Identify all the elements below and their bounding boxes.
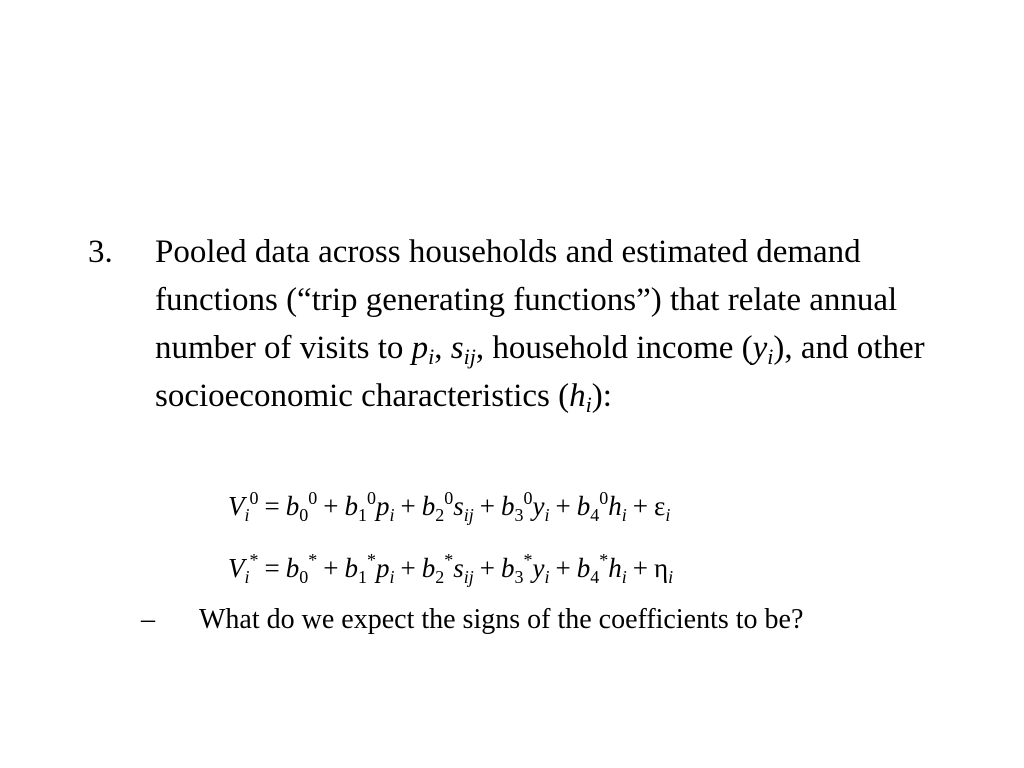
eq2-b1: b — [344, 553, 358, 583]
eq1-s-sub: ij — [463, 505, 474, 525]
eq1-plus: + — [479, 491, 495, 521]
eq2-s-sub: ij — [463, 567, 474, 587]
item-text-part2: , household income ( — [475, 330, 753, 366]
subpoint-text: What do we expect the signs of the coefficients to be? — [199, 604, 804, 635]
eq1-equals: = — [264, 491, 280, 521]
eq1-b0: b — [285, 491, 300, 521]
var-s: s — [450, 330, 464, 366]
eq1-plus: + — [632, 491, 648, 521]
eq1-b0-sup: 0 — [308, 488, 318, 508]
var-p: p — [411, 330, 429, 366]
eq2-b2-sub: 2 — [435, 567, 445, 587]
eq1-b1-sub: 1 — [357, 505, 367, 525]
eq2-b0-sup: * — [308, 550, 318, 570]
eq2-h-sub: i — [621, 567, 627, 587]
equation-status-quo — [228, 488, 670, 524]
eq1-lhs-sup: 0 — [249, 488, 259, 508]
eq1-b3-sup: 0 — [523, 488, 533, 508]
eq1-s: s — [453, 491, 464, 521]
eq2-error-sub: i — [668, 567, 674, 587]
eq2-p-sub: i — [389, 567, 395, 587]
eq2-lhs-sup: * — [249, 550, 259, 570]
eq2-b0: b — [285, 553, 300, 583]
eq1-plus: + — [323, 491, 339, 521]
eq2-y: y — [532, 553, 545, 583]
eq1-b2-sup: 0 — [444, 488, 454, 508]
eq1-plus: + — [400, 491, 416, 521]
eq1-b2-sub: 2 — [435, 505, 445, 525]
eq2-lhs-sub: i — [244, 567, 250, 587]
eq1-plus: + — [555, 491, 571, 521]
eq2-error-term: η — [653, 553, 669, 583]
var-p-subscript: i — [428, 344, 435, 369]
eq2-b0-sub: 0 — [299, 567, 309, 587]
eq2-b1-sub: 1 — [357, 567, 367, 587]
eq2-plus: + — [479, 553, 495, 583]
eq2-b1-sup: * — [366, 550, 376, 570]
eq1-y: y — [532, 491, 545, 521]
eq2-plus: + — [323, 553, 339, 583]
eq2-p: p — [375, 553, 390, 583]
eq2-b4: b — [576, 553, 591, 583]
comma-separator: , — [434, 330, 451, 366]
eq1-b0-sub: 0 — [299, 505, 309, 525]
var-h-subscript: i — [585, 392, 592, 417]
eq1-b3: b — [501, 491, 515, 521]
eq2-b2-sup: * — [444, 550, 454, 570]
eq1-y-sub: i — [544, 505, 550, 525]
var-h: h — [569, 378, 586, 414]
item-text-part4: ): — [591, 378, 612, 414]
item-number: 3. — [88, 234, 113, 270]
eq2-h: h — [608, 553, 622, 583]
eq1-b1: b — [344, 491, 358, 521]
eq1-lhs-var: V — [228, 491, 245, 521]
subpoint-dash: – — [141, 604, 155, 635]
var-y-subscript: i — [767, 344, 774, 369]
eq2-b3-sub: 3 — [514, 567, 524, 587]
eq1-p: p — [375, 491, 390, 521]
eq2-s: s — [453, 553, 464, 583]
item-text — [155, 228, 985, 420]
eq1-h-sub: i — [621, 505, 627, 525]
eq1-p-sub: i — [389, 505, 395, 525]
eq2-b3: b — [501, 553, 515, 583]
eq2-b4-sup: * — [599, 550, 609, 570]
eq1-b1-sup: 0 — [366, 488, 376, 508]
eq2-b2: b — [421, 553, 436, 583]
eq2-lhs-var: V — [228, 553, 245, 583]
eq1-b4-sub: 4 — [590, 505, 600, 525]
eq2-b3-sup: * — [523, 550, 533, 570]
eq1-error-term: ε — [653, 491, 666, 521]
eq1-b2: b — [421, 491, 436, 521]
item-text-part1: Pooled data across households and estimated demand functions (“trip generating functions”) that relate annual number of visits to — [155, 234, 898, 366]
eq2-plus: + — [632, 553, 648, 583]
eq1-b3-sub: 3 — [514, 505, 524, 525]
equation-counterfactual — [228, 550, 673, 586]
eq2-plus: + — [555, 553, 571, 583]
eq2-y-sub: i — [544, 567, 550, 587]
eq1-b4: b — [576, 491, 591, 521]
item-text-part3: ), and other socioeconomic characteristics ( — [155, 330, 925, 414]
eq1-b4-sup: 0 — [599, 488, 609, 508]
eq2-b4-sub: 4 — [590, 567, 600, 587]
eq1-lhs-sub: i — [244, 505, 250, 525]
var-s-subscript: ij — [463, 344, 476, 369]
eq2-plus: + — [400, 553, 416, 583]
var-y: y — [752, 330, 768, 366]
eq1-error-sub: i — [665, 505, 671, 525]
eq2-equals: = — [264, 553, 280, 583]
eq1-h: h — [608, 491, 622, 521]
